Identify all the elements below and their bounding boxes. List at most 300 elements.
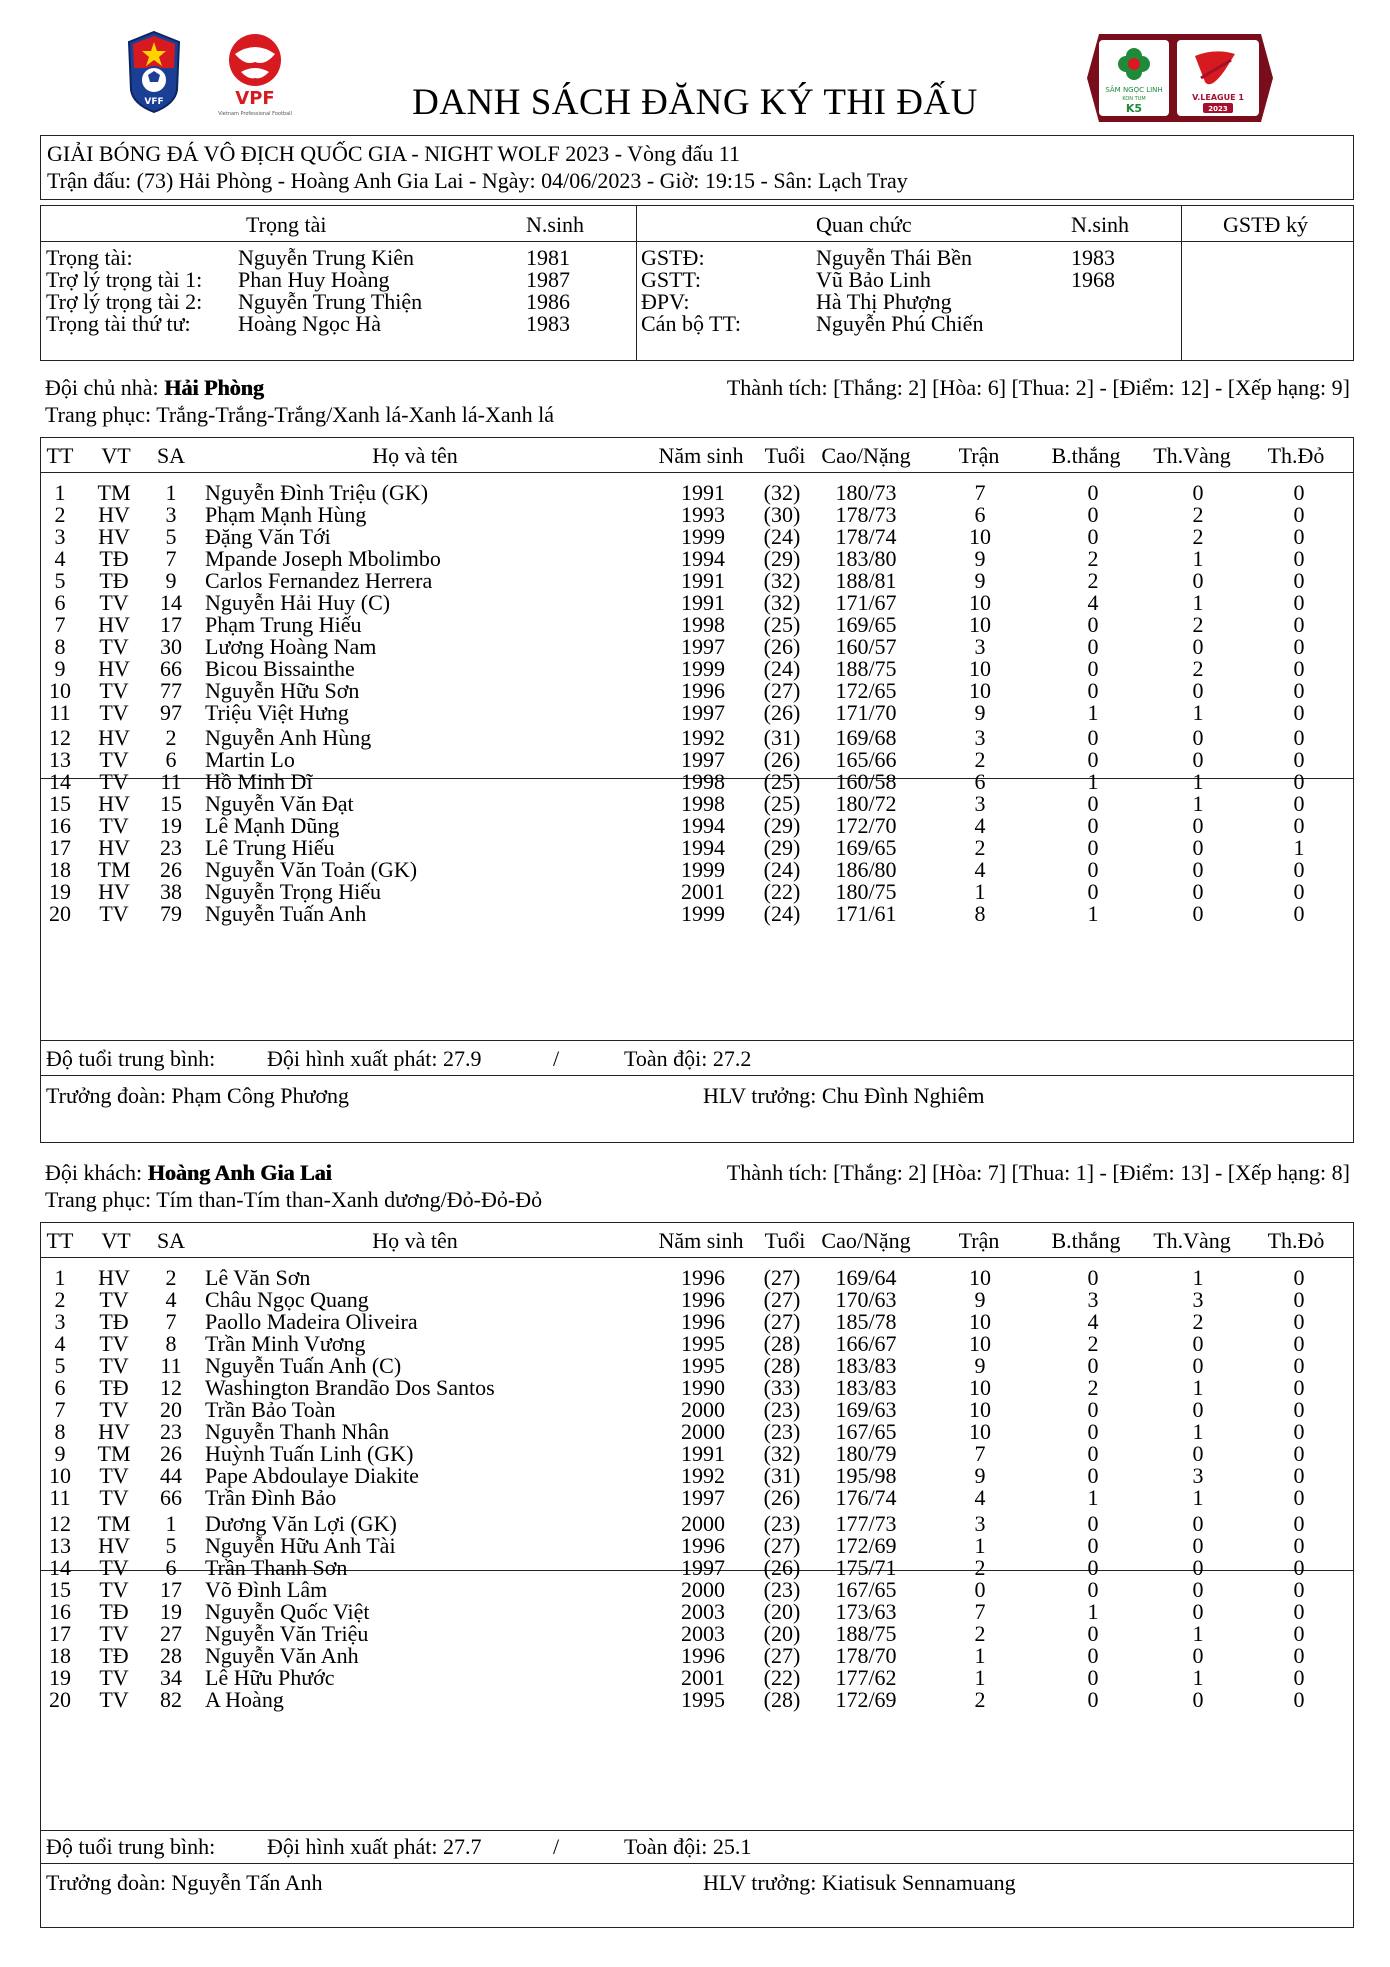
home-player-age: (25) [763, 791, 801, 816]
away-player-year: 2003 [681, 1599, 725, 1624]
home-player-yellow: 0 [1192, 857, 1204, 882]
home-player-vt: HV [98, 791, 130, 816]
home-player-red: 0 [1293, 769, 1305, 794]
referee-birth-year: 1983 [526, 311, 570, 336]
away-player-goals: 2 [1087, 1375, 1099, 1400]
away-player-age: (28) [763, 1353, 801, 1378]
home-avg-start: Đội hình xuất phát: 27.9 [267, 1046, 482, 1071]
away-player-age: (28) [763, 1331, 801, 1356]
home-player-age: (24) [763, 656, 801, 681]
away-player-age: (23) [763, 1419, 801, 1444]
referee-name: Phan Huy Hoàng [238, 267, 390, 292]
away-player-yellow: 2 [1192, 1309, 1204, 1334]
away-player-red: 0 [1293, 1511, 1305, 1536]
vff-logo-text: VFF [144, 97, 164, 107]
away-player-yellow: 1 [1192, 1665, 1204, 1690]
away-record: Thành tích: [Thắng: 2] [Hòa: 7] [Thua: 1] - [Điểm: 13] - [Xếp hạng: 8] [726, 1160, 1350, 1185]
away-player-sa: 44 [160, 1463, 182, 1488]
away-player-yellow: 0 [1192, 1511, 1204, 1536]
home-player-sa: 3 [165, 502, 177, 527]
away-player-goals: 0 [1087, 1621, 1099, 1646]
away-player-sa: 8 [165, 1331, 177, 1356]
away-player-name: Washington Brandão Dos Santos [205, 1375, 495, 1400]
home-label [45, 374, 264, 401]
vpf-logo-text: VPF [235, 88, 275, 109]
away-player-sa: 7 [165, 1309, 177, 1334]
referee-birth-year: 1986 [526, 289, 570, 314]
home-player-tt: 1 [54, 480, 66, 505]
home-player-vt: TV [99, 700, 129, 725]
home-player-age: (24) [763, 524, 801, 549]
home-player-name: Nguyễn Hải Huy (C) [205, 590, 391, 615]
away-player-tt: 10 [49, 1463, 71, 1488]
home-player-sa: 26 [160, 857, 182, 882]
home-player-yellow: 1 [1192, 700, 1204, 725]
home-player-height: 188/81 [835, 568, 897, 593]
home-player-tt: 19 [49, 879, 71, 904]
home-player-age: (32) [763, 480, 801, 505]
away-player-yellow: 0 [1192, 1397, 1204, 1422]
home-player-goals: 0 [1087, 678, 1099, 703]
away-player-name: Nguyễn Quốc Việt [205, 1599, 370, 1624]
away-player-tt: 5 [54, 1353, 66, 1378]
home-col-header-tt: TT [46, 443, 74, 468]
away-player-vt: HV [98, 1533, 130, 1558]
home-player-year: 1994 [681, 813, 725, 838]
home-player-goals: 0 [1087, 879, 1099, 904]
home-player-tt: 14 [49, 769, 71, 794]
home-player-red: 0 [1293, 590, 1305, 615]
away-player-tt: 13 [49, 1533, 71, 1558]
home-player-sa: 17 [160, 612, 182, 637]
away-player-vt: TV [99, 1621, 129, 1646]
away-player-tt: 17 [49, 1621, 71, 1646]
col-referee: Trọng tài [246, 212, 327, 237]
home-player-height: 178/73 [835, 502, 897, 527]
home-player-name: Lê Mạnh Dũng [205, 813, 340, 838]
away-player-age: (23) [763, 1397, 801, 1422]
home-player-name: Carlos Fernandez Herrera [205, 568, 433, 593]
home-player-yellow: 2 [1192, 524, 1204, 549]
home-player-yellow: 0 [1192, 480, 1204, 505]
away-player-apps: 7 [974, 1599, 986, 1624]
home-player-yellow: 0 [1192, 678, 1204, 703]
home-player-sa: 7 [165, 546, 177, 571]
home-player-age: (24) [763, 901, 801, 926]
official-name: Nguyễn Phú Chiến [816, 311, 984, 336]
home-player-vt: HV [98, 835, 130, 860]
home-player-yellow: 0 [1192, 568, 1204, 593]
away-player-yellow: 3 [1192, 1463, 1204, 1488]
home-player-vt: TV [99, 747, 129, 772]
away-player-vt: TĐ [99, 1643, 129, 1668]
away-team-name: Hoàng Anh Gia Lai [147, 1160, 332, 1185]
home-player-height: 171/67 [835, 590, 897, 615]
home-player-name: Mpande Joseph Mbolimbo [205, 546, 441, 571]
home-player-red: 1 [1293, 835, 1305, 860]
away-player-age: (26) [763, 1555, 801, 1580]
away-player-sa: 1 [165, 1511, 177, 1536]
col-nsinh: N.sinh [526, 212, 585, 237]
away-player-sa: 12 [160, 1375, 182, 1400]
home-player-vt: TM [97, 857, 131, 882]
home-player-height: 169/68 [835, 725, 897, 750]
away-player-name: Dương Văn Lợi (GK) [205, 1511, 397, 1536]
home-player-tt: 18 [49, 857, 71, 882]
away-player-apps: 9 [974, 1287, 986, 1312]
away-player-height: 177/62 [835, 1665, 897, 1690]
home-player-height: 169/65 [835, 835, 897, 860]
away-player-red: 0 [1293, 1643, 1305, 1668]
away-player-height: 183/83 [835, 1375, 897, 1400]
away-player-year: 1990 [681, 1375, 725, 1400]
vleague-logo-text: V.LEAGUE 1 [1192, 93, 1244, 102]
home-player-age: (29) [763, 813, 801, 838]
away-label [45, 1159, 332, 1186]
away-player-yellow: 0 [1192, 1643, 1204, 1668]
home-col-header-year: Năm sinh [658, 443, 744, 468]
home-player-vt: TV [99, 634, 129, 659]
home-player-height: 172/70 [835, 813, 897, 838]
home-player-apps: 3 [974, 791, 986, 816]
away-player-red: 0 [1293, 1287, 1305, 1312]
away-player-vt: TĐ [99, 1599, 129, 1624]
away-col-header-vt: VT [101, 1228, 131, 1253]
home-player-name: Lương Hoàng Nam [205, 634, 377, 659]
away-player-height: 172/69 [835, 1533, 897, 1558]
home-player-tt: 5 [54, 568, 66, 593]
referee-name: Hoàng Ngọc Hà [238, 311, 381, 336]
away-player-apps: 2 [974, 1621, 986, 1646]
away-player-tt: 1 [54, 1265, 66, 1290]
home-player-vt: HV [98, 656, 130, 681]
home-player-sa: 14 [160, 590, 182, 615]
home-player-tt: 3 [54, 524, 66, 549]
away-player-age: (23) [763, 1577, 801, 1602]
away-player-tt: 14 [49, 1555, 71, 1580]
home-player-age: (22) [763, 879, 801, 904]
away-player-height: 170/63 [835, 1287, 897, 1312]
away-player-name: Lê Hữu Phước [205, 1665, 335, 1690]
home-player-yellow: 1 [1192, 590, 1204, 615]
away-player-height: 185/78 [835, 1309, 897, 1334]
away-player-name: Nguyễn Tuấn Anh (C) [205, 1353, 402, 1378]
home-player-year: 1991 [681, 568, 725, 593]
away-player-name: Pape Abdoulaye Diakite [205, 1463, 419, 1488]
home-player-goals: 0 [1087, 791, 1099, 816]
away-player-height: 169/63 [835, 1397, 897, 1422]
home-player-year: 1994 [681, 835, 725, 860]
home-player-tt: 16 [49, 813, 71, 838]
away-player-year: 1996 [681, 1287, 725, 1312]
home-player-yellow: 0 [1192, 879, 1204, 904]
away-player-yellow: 1 [1192, 1375, 1204, 1400]
home-player-height: 160/57 [835, 634, 897, 659]
home-player-year: 1999 [681, 857, 725, 882]
away-player-red: 0 [1293, 1265, 1305, 1290]
away-player-red: 0 [1293, 1463, 1305, 1488]
away-player-height: 177/73 [835, 1511, 897, 1536]
home-player-tt: 8 [54, 634, 66, 659]
home-player-year: 1991 [681, 590, 725, 615]
away-player-red: 0 [1293, 1577, 1305, 1602]
away-player-apps: 3 [974, 1511, 986, 1536]
away-player-red: 0 [1293, 1599, 1305, 1624]
away-player-red: 0 [1293, 1375, 1305, 1400]
referee-name: Nguyễn Trung Kiên [238, 245, 415, 270]
home-player-goals: 1 [1087, 769, 1099, 794]
away-player-age: (26) [763, 1485, 801, 1510]
home-record: Thành tích: [Thắng: 2] [Hòa: 6] [Thua: 2] - [Điểm: 12] - [Xếp hạng: 9] [726, 375, 1350, 400]
home-player-year: 1999 [681, 656, 725, 681]
away-player-height: 167/65 [835, 1419, 897, 1444]
away-player-vt: HV [98, 1265, 130, 1290]
away-player-sa: 23 [160, 1419, 182, 1444]
home-player-yellow: 2 [1192, 612, 1204, 637]
away-col-header-yellow: Th.Vàng [1153, 1228, 1231, 1253]
away-player-year: 1996 [681, 1643, 725, 1668]
home-player-goals: 0 [1087, 524, 1099, 549]
home-player-goals: 0 [1087, 502, 1099, 527]
away-player-height: 172/69 [835, 1687, 897, 1712]
away-player-yellow: 3 [1192, 1287, 1204, 1312]
away-player-year: 1995 [681, 1331, 725, 1356]
home-player-apps: 6 [974, 769, 986, 794]
home-player-goals: 0 [1087, 480, 1099, 505]
home-player-goals: 0 [1087, 612, 1099, 637]
away-player-goals: 0 [1087, 1353, 1099, 1378]
home-player-year: 1997 [681, 700, 725, 725]
home-player-height: 172/65 [835, 678, 897, 703]
away-player-name: Lê Văn Sơn [205, 1265, 311, 1290]
home-player-age: (27) [763, 678, 801, 703]
home-player-apps: 3 [974, 634, 986, 659]
away-col-header-name: Họ và tên [372, 1228, 458, 1253]
home-player-red: 0 [1293, 813, 1305, 838]
home-player-sa: 1 [165, 480, 177, 505]
home-player-year: 1991 [681, 480, 725, 505]
home-player-height: 160/58 [835, 769, 897, 794]
home-player-goals: 0 [1087, 813, 1099, 838]
away-player-apps: 2 [974, 1687, 986, 1712]
col-gstd-signature: GSTĐ ký [1223, 212, 1308, 237]
home-player-year: 2001 [681, 879, 725, 904]
away-player-age: (31) [763, 1463, 801, 1488]
away-player-apps: 1 [974, 1533, 986, 1558]
home-player-yellow: 0 [1192, 813, 1204, 838]
away-player-sa: 6 [165, 1555, 177, 1580]
away-player-vt: TĐ [99, 1375, 129, 1400]
away-col-header-height: Cao/Nặng [821, 1228, 911, 1253]
away-kit: Trang phục: Tím than-Tím than-Xanh dương/Đỏ-Đỏ-Đỏ [45, 1187, 543, 1212]
away-player-name: Trần Đình Bảo [205, 1485, 337, 1510]
home-player-tt: 17 [49, 835, 71, 860]
away-player-name: A Hoàng [205, 1687, 284, 1712]
home-team-name: Hải Phòng [164, 375, 264, 400]
home-player-year: 1999 [681, 901, 725, 926]
away-player-age: (33) [763, 1375, 801, 1400]
away-player-height: 195/98 [835, 1463, 897, 1488]
away-player-red: 0 [1293, 1441, 1305, 1466]
away-player-vt: TM [97, 1441, 131, 1466]
home-player-red: 0 [1293, 747, 1305, 772]
away-player-year: 1992 [681, 1463, 725, 1488]
away-player-goals: 1 [1087, 1599, 1099, 1624]
home-player-name: Nguyễn Trọng Hiếu [205, 879, 382, 904]
home-player-yellow: 0 [1192, 725, 1204, 750]
home-player-height: 186/80 [835, 857, 897, 882]
away-player-year: 2000 [681, 1577, 725, 1602]
home-label-text: Đội chủ nhà: [45, 375, 159, 400]
away-player-vt: TV [99, 1665, 129, 1690]
home-avg-all: Toàn đội: 27.2 [624, 1046, 752, 1071]
away-player-yellow: 0 [1192, 1687, 1204, 1712]
away-player-year: 1995 [681, 1687, 725, 1712]
home-player-sa: 66 [160, 656, 182, 681]
away-player-age: (20) [763, 1599, 801, 1624]
home-player-tt: 11 [49, 700, 71, 725]
away-player-vt: TV [99, 1555, 129, 1580]
home-player-red: 0 [1293, 480, 1305, 505]
home-player-goals: 2 [1087, 568, 1099, 593]
home-player-goals: 1 [1087, 901, 1099, 926]
away-manager: Trưởng đoàn: Nguyễn Tấn Anh [46, 1870, 323, 1895]
away-player-sa: 4 [165, 1287, 177, 1312]
away-avg-sep: / [553, 1834, 560, 1859]
away-player-age: (28) [763, 1687, 801, 1712]
vpf-logo-subtext: Vietnam Professional Football [218, 111, 292, 117]
home-player-yellow: 0 [1192, 835, 1204, 860]
home-player-name: Nguyễn Đình Triệu (GK) [205, 480, 429, 505]
away-player-apps: 10 [969, 1309, 991, 1334]
official-role: ĐPV: [641, 289, 690, 314]
away-col-header-red: Th.Đỏ [1267, 1228, 1325, 1253]
document-title: DANH SÁCH ĐĂNG KÝ THI ĐẤU [412, 82, 978, 123]
home-player-sa: 19 [160, 813, 182, 838]
home-player-goals: 1 [1087, 700, 1099, 725]
home-player-vt: HV [98, 524, 130, 549]
home-player-apps: 10 [969, 656, 991, 681]
home-player-red: 0 [1293, 634, 1305, 659]
home-col-header-age: Tuổi [764, 443, 806, 468]
home-player-yellow: 2 [1192, 502, 1204, 527]
away-player-goals: 4 [1087, 1309, 1099, 1334]
away-player-height: 178/70 [835, 1643, 897, 1668]
away-player-sa: 19 [160, 1599, 182, 1624]
home-coach: HLV trưởng: Chu Đình Nghiêm [703, 1083, 985, 1108]
away-player-red: 0 [1293, 1621, 1305, 1646]
home-player-red: 0 [1293, 901, 1305, 926]
home-player-age: (26) [763, 700, 801, 725]
home-player-sa: 5 [165, 524, 177, 549]
home-player-tt: 10 [49, 678, 71, 703]
home-player-name: Nguyễn Hữu Sơn [205, 678, 360, 703]
official-role: GSTT: [641, 267, 702, 292]
away-player-height: 188/75 [835, 1621, 897, 1646]
away-player-vt: TV [99, 1485, 129, 1510]
away-player-age: (27) [763, 1643, 801, 1668]
home-player-apps: 9 [974, 568, 986, 593]
home-player-vt: TĐ [99, 546, 129, 571]
home-player-sa: 15 [160, 791, 182, 816]
away-player-year: 2000 [681, 1511, 725, 1536]
home-player-apps: 10 [969, 590, 991, 615]
away-player-yellow: 0 [1192, 1331, 1204, 1356]
home-player-year: 1999 [681, 524, 725, 549]
home-player-sa: 9 [165, 568, 177, 593]
away-player-red: 0 [1293, 1353, 1305, 1378]
home-player-red: 0 [1293, 524, 1305, 549]
away-player-name: Nguyễn Hữu Anh Tài [205, 1533, 396, 1558]
away-player-apps: 9 [974, 1463, 986, 1488]
home-player-name: Lê Trung Hiếu [205, 835, 335, 860]
home-player-red: 0 [1293, 612, 1305, 637]
away-player-yellow: 0 [1192, 1441, 1204, 1466]
away-roster-table [40, 1222, 1354, 1928]
home-player-tt: 9 [54, 656, 66, 681]
home-player-name: Nguyễn Tuấn Anh [205, 901, 367, 926]
away-player-tt: 8 [54, 1419, 66, 1444]
away-player-tt: 9 [54, 1441, 66, 1466]
home-player-apps: 6 [974, 502, 986, 527]
away-col-header-tt: TT [46, 1228, 74, 1253]
away-player-apps: 9 [974, 1353, 986, 1378]
away-player-apps: 10 [969, 1265, 991, 1290]
home-player-red: 0 [1293, 656, 1305, 681]
home-player-vt: HV [98, 725, 130, 750]
col-official: Quan chức [816, 212, 912, 237]
away-player-tt: 20 [49, 1687, 71, 1712]
away-player-tt: 12 [49, 1511, 71, 1536]
away-player-yellow: 1 [1192, 1419, 1204, 1444]
home-player-year: 1998 [681, 791, 725, 816]
home-player-name: Nguyễn Văn Đạt [205, 791, 354, 816]
away-player-apps: 10 [969, 1375, 991, 1400]
home-col-header-name: Họ và tên [372, 443, 458, 468]
home-player-yellow: 2 [1192, 656, 1204, 681]
away-player-year: 1997 [681, 1485, 725, 1510]
home-player-name: Phạm Mạnh Hùng [205, 502, 367, 527]
away-player-age: (27) [763, 1265, 801, 1290]
home-player-goals: 0 [1087, 634, 1099, 659]
home-player-height: 169/65 [835, 612, 897, 637]
away-player-name: Nguyễn Văn Triệu [205, 1621, 369, 1646]
home-manager: Trưởng đoàn: Phạm Công Phương [46, 1083, 350, 1108]
away-player-tt: 15 [49, 1577, 71, 1602]
home-player-yellow: 1 [1192, 546, 1204, 571]
home-player-name: Hồ Minh Dĩ [205, 769, 313, 794]
home-avg-sep: / [553, 1046, 560, 1071]
home-player-sa: 23 [160, 835, 182, 860]
home-player-vt: TV [99, 813, 129, 838]
home-player-goals: 0 [1087, 747, 1099, 772]
away-player-red: 0 [1293, 1397, 1305, 1422]
away-player-year: 2000 [681, 1419, 725, 1444]
away-player-vt: TV [99, 1397, 129, 1422]
away-player-sa: 26 [160, 1441, 182, 1466]
home-player-sa: 2 [165, 725, 177, 750]
home-player-sa: 30 [160, 634, 182, 659]
home-player-height: 171/70 [835, 700, 897, 725]
home-player-sa: 38 [160, 879, 182, 904]
home-player-tt: 20 [49, 901, 71, 926]
home-player-year: 1996 [681, 678, 725, 703]
away-player-height: 176/74 [835, 1485, 897, 1510]
home-kit: Trang phục: Trắng-Trắng-Trắng/Xanh lá-Xanh lá-Xanh lá [45, 402, 555, 427]
away-avg-start: Đội hình xuất phát: 27.7 [267, 1834, 482, 1859]
home-col-header-height: Cao/Nặng [821, 443, 911, 468]
home-player-tt: 7 [54, 612, 66, 637]
